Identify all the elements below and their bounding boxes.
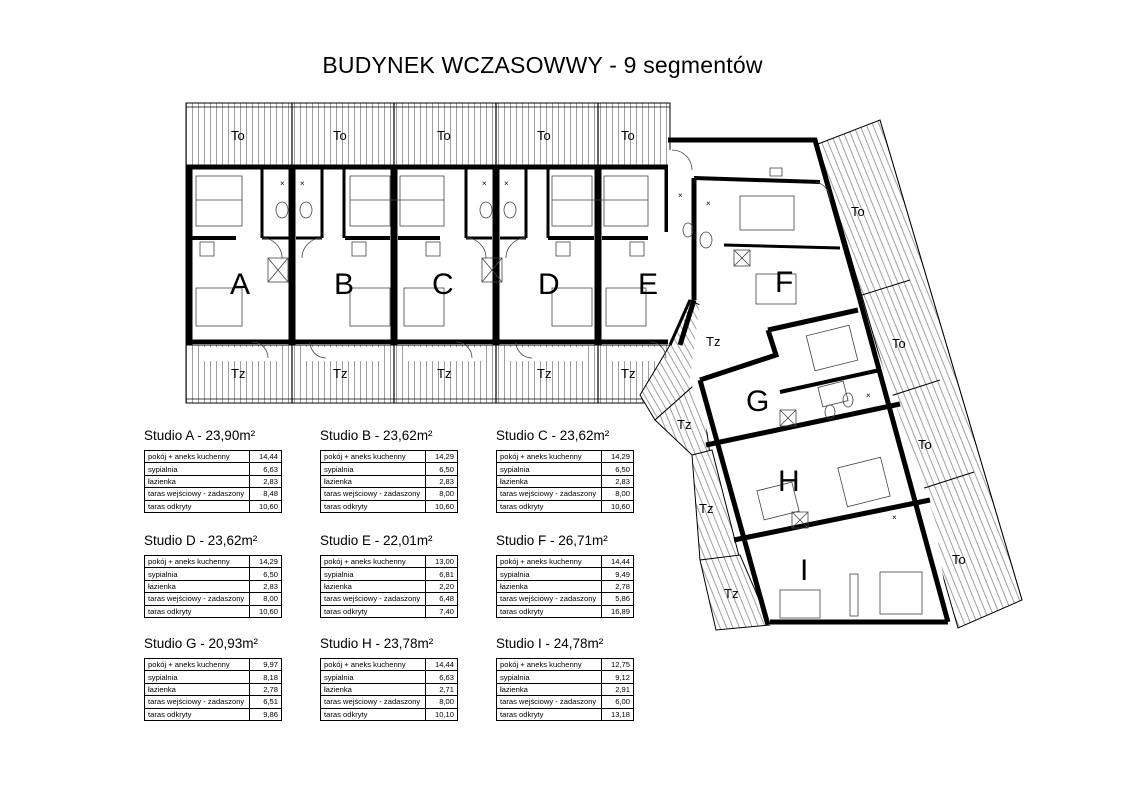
room-name: łazienka: [497, 580, 602, 592]
studio-card: [144, 428, 282, 513]
room-area: 6,00: [602, 696, 634, 708]
table-row: [497, 605, 634, 617]
room-name: sypialnia: [145, 568, 250, 580]
room-name: sypialnia: [497, 568, 602, 580]
room-name: taras odkryty: [497, 708, 602, 720]
studio-area-table: [144, 555, 282, 618]
table-row: [497, 659, 634, 671]
table-row: [145, 671, 282, 683]
studio-card: [144, 636, 282, 721]
page-title: BUDYNEK WCZASOWWY - 9 segmentów: [322, 52, 763, 78]
room-area: 2,83: [426, 475, 458, 487]
room-name: taras wejściowy - zadaszony: [145, 696, 250, 708]
table-row: [145, 708, 282, 720]
room-area: 16,89: [602, 605, 634, 617]
terrace-label-tz: Tz: [621, 366, 636, 381]
svg-text:×: ×: [892, 513, 897, 522]
room-name: pokój + aneks kuchenny: [321, 451, 426, 463]
room-area: 6,63: [250, 463, 282, 475]
table-row: [497, 500, 634, 512]
room-name: łazienka: [145, 580, 250, 592]
room-name: łazienka: [321, 475, 426, 487]
room-area: 2,78: [602, 580, 634, 592]
room-name: taras wejściowy - zadaszony: [321, 696, 426, 708]
studio-card: [320, 636, 458, 721]
room-area: 14,29: [602, 451, 634, 463]
room-name: łazienka: [497, 475, 602, 487]
terrace-label-to: To: [918, 437, 932, 452]
table-row: [145, 568, 282, 580]
table-row: [145, 488, 282, 500]
studio-card: [144, 533, 282, 618]
room-name: pokój + aneks kuchenny: [497, 451, 602, 463]
room-name: sypialnia: [145, 671, 250, 683]
terrace-label-tz: Tz: [677, 417, 692, 432]
segment-label-g: G: [746, 385, 770, 418]
room-area: 14,44: [426, 659, 458, 671]
room-name: taras odkryty: [497, 500, 602, 512]
studio-area-table: [320, 450, 458, 513]
studio-area-table: [496, 555, 634, 618]
room-name: pokój + aneks kuchenny: [145, 659, 250, 671]
room-area: 6,50: [426, 463, 458, 475]
room-area: 8,00: [602, 488, 634, 500]
room-area: 14,44: [250, 451, 282, 463]
studio-area-table: [496, 658, 634, 721]
svg-text:×: ×: [706, 199, 711, 208]
svg-text:×: ×: [300, 179, 305, 188]
room-area: 6,63: [426, 671, 458, 683]
terrace-label-to: To: [333, 128, 347, 143]
table-row: [321, 708, 458, 720]
room-area: 2,83: [602, 475, 634, 487]
room-name: taras wejściowy - zadaszony: [497, 593, 602, 605]
studio-title: Studio A - 23,90m²: [144, 428, 256, 443]
studio-card: [320, 533, 458, 618]
table-row: [321, 568, 458, 580]
table-row: [145, 605, 282, 617]
room-area: 9,12: [602, 671, 634, 683]
covered-terraces-bottom: [186, 345, 670, 403]
room-name: sypialnia: [321, 671, 426, 683]
studio-area-table: [496, 450, 634, 513]
room-area: 6,50: [602, 463, 634, 475]
room-name: taras odkryty: [321, 708, 426, 720]
table-row: [145, 580, 282, 592]
room-area: 10,10: [426, 708, 458, 720]
studio-title: Studio C - 23,62m²: [496, 428, 610, 443]
studio-card: [496, 636, 634, 721]
room-name: taras odkryty: [145, 708, 250, 720]
room-area: 8,00: [426, 696, 458, 708]
room-name: sypialnia: [321, 463, 426, 475]
studio-card: [496, 428, 634, 513]
main-block-walls: [186, 165, 670, 345]
room-area: 2,83: [250, 475, 282, 487]
terrace-label-tz: Tz: [706, 334, 721, 349]
table-row: [497, 463, 634, 475]
room-area: 6,48: [426, 593, 458, 605]
segment-label-c: C: [432, 268, 454, 301]
segment-label-d: D: [538, 268, 560, 301]
room-area: 14,29: [250, 556, 282, 568]
table-row: [145, 556, 282, 568]
room-name: taras wejściowy - zadaszony: [321, 488, 426, 500]
studio-area-table: [144, 658, 282, 721]
table-row: [497, 696, 634, 708]
terrace-label-to: To: [952, 552, 966, 567]
room-area: 8,48: [250, 488, 282, 500]
studio-area-table: [144, 450, 282, 513]
studio-card: [320, 428, 458, 513]
room-name: taras odkryty: [145, 500, 250, 512]
room-area: 8,00: [250, 593, 282, 605]
segment-label-i: I: [800, 554, 809, 587]
room-name: łazienka: [145, 475, 250, 487]
table-row: [321, 605, 458, 617]
room-name: taras wejściowy - zadaszony: [145, 593, 250, 605]
room-name: łazienka: [321, 580, 426, 592]
studio-title: Studio F - 26,71m²: [496, 533, 608, 548]
terrace-label-tz: Tz: [231, 366, 246, 381]
room-area: 9,49: [602, 568, 634, 580]
table-row: [145, 683, 282, 695]
room-name: pokój + aneks kuchenny: [145, 556, 250, 568]
table-row: [321, 696, 458, 708]
studio-title: Studio E - 22,01m²: [320, 533, 433, 548]
table-row: [321, 683, 458, 695]
svg-text:×: ×: [678, 191, 683, 200]
terrace-label-to: To: [537, 128, 551, 143]
room-area: 8,18: [250, 671, 282, 683]
terrace-label-to: To: [892, 336, 906, 351]
room-area: 2,20: [426, 580, 458, 592]
room-name: pokój + aneks kuchenny: [145, 451, 250, 463]
studio-title: Studio H - 23,78m²: [320, 636, 434, 651]
room-name: pokój + aneks kuchenny: [497, 659, 602, 671]
table-row: [321, 671, 458, 683]
room-area: 13,18: [602, 708, 634, 720]
studio-area-table: [320, 555, 458, 618]
table-row: [497, 580, 634, 592]
table-row: [497, 475, 634, 487]
svg-text:×: ×: [482, 179, 487, 188]
terrace-label-tz: Tz: [699, 501, 714, 516]
segment-label-b: B: [334, 268, 355, 301]
room-name: pokój + aneks kuchenny: [497, 556, 602, 568]
table-row: [321, 659, 458, 671]
svg-text:×: ×: [866, 391, 871, 400]
room-name: taras wejściowy - zadaszony: [497, 696, 602, 708]
room-area: 2,91: [602, 683, 634, 695]
room-area: 7,40: [426, 605, 458, 617]
table-row: [321, 556, 458, 568]
table-row: [321, 593, 458, 605]
table-row: [321, 475, 458, 487]
room-name: łazienka: [497, 683, 602, 695]
terrace-label-tz: Tz: [437, 366, 452, 381]
table-row: [497, 488, 634, 500]
room-area: 6,51: [250, 696, 282, 708]
room-area: 14,44: [602, 556, 634, 568]
room-area: 10,60: [250, 500, 282, 512]
table-row: [145, 696, 282, 708]
terrace-label-tz: Tz: [724, 586, 739, 601]
room-area: 13,00: [426, 556, 458, 568]
room-area: 2,83: [250, 580, 282, 592]
room-name: taras odkryty: [497, 605, 602, 617]
table-row: [145, 463, 282, 475]
studio-area-table: [320, 658, 458, 721]
table-row: [321, 451, 458, 463]
table-row: [497, 708, 634, 720]
table-row: [321, 580, 458, 592]
terrace-label-to: To: [231, 128, 245, 143]
table-row: [145, 593, 282, 605]
room-name: łazienka: [321, 683, 426, 695]
studio-card: [496, 533, 634, 618]
room-area: 2,71: [426, 683, 458, 695]
room-name: taras odkryty: [321, 605, 426, 617]
room-area: 5,86: [602, 593, 634, 605]
room-area: 10,60: [602, 500, 634, 512]
room-area: 10,60: [426, 500, 458, 512]
room-area: 14,29: [426, 451, 458, 463]
room-name: pokój + aneks kuchenny: [321, 556, 426, 568]
room-name: taras wejściowy - zadaszony: [321, 593, 426, 605]
studio-title: Studio G - 20,93m²: [144, 636, 259, 651]
room-area: 9,97: [250, 659, 282, 671]
table-row: [145, 500, 282, 512]
room-name: taras odkryty: [321, 500, 426, 512]
table-row: [321, 500, 458, 512]
table-row: [497, 683, 634, 695]
table-row: [497, 568, 634, 580]
room-area: 6,50: [250, 568, 282, 580]
room-area: 9,86: [250, 708, 282, 720]
studio-title: Studio B - 23,62m²: [320, 428, 433, 443]
room-area: 12,75: [602, 659, 634, 671]
room-area: 10,60: [250, 605, 282, 617]
svg-text:×: ×: [280, 179, 285, 188]
room-name: taras wejściowy - zadaszony: [497, 488, 602, 500]
studio-title: Studio D - 23,62m²: [144, 533, 258, 548]
svg-text:×: ×: [504, 179, 509, 188]
table-row: [145, 475, 282, 487]
terrace-label-tz: Tz: [333, 366, 348, 381]
room-name: łazienka: [145, 683, 250, 695]
table-row: [497, 451, 634, 463]
terrace-label-to: To: [851, 204, 865, 219]
room-name: sypialnia: [497, 671, 602, 683]
room-area: 2,78: [250, 683, 282, 695]
open-terraces-top: [186, 103, 670, 165]
table-row: [321, 463, 458, 475]
studio-title: Studio I - 24,78m²: [496, 636, 604, 651]
terrace-label-to: To: [621, 128, 635, 143]
room-name: pokój + aneks kuchenny: [321, 659, 426, 671]
terrace-label-to: To: [437, 128, 451, 143]
table-row: [497, 671, 634, 683]
segment-label-h: H: [778, 465, 800, 498]
room-name: sypialnia: [321, 568, 426, 580]
segment-label-a: A: [230, 268, 251, 301]
table-row: [145, 451, 282, 463]
room-name: sypialnia: [497, 463, 602, 475]
room-name: sypialnia: [145, 463, 250, 475]
terrace-label-tz: Tz: [537, 366, 552, 381]
table-row: [497, 556, 634, 568]
room-name: taras wejściowy - zadaszony: [145, 488, 250, 500]
segment-label-f: F: [775, 266, 794, 299]
room-name: taras odkryty: [145, 605, 250, 617]
table-row: [321, 488, 458, 500]
table-row: [497, 593, 634, 605]
table-row: [145, 659, 282, 671]
room-area: 6,81: [426, 568, 458, 580]
room-area: 8,00: [426, 488, 458, 500]
segment-label-e: E: [638, 268, 659, 301]
